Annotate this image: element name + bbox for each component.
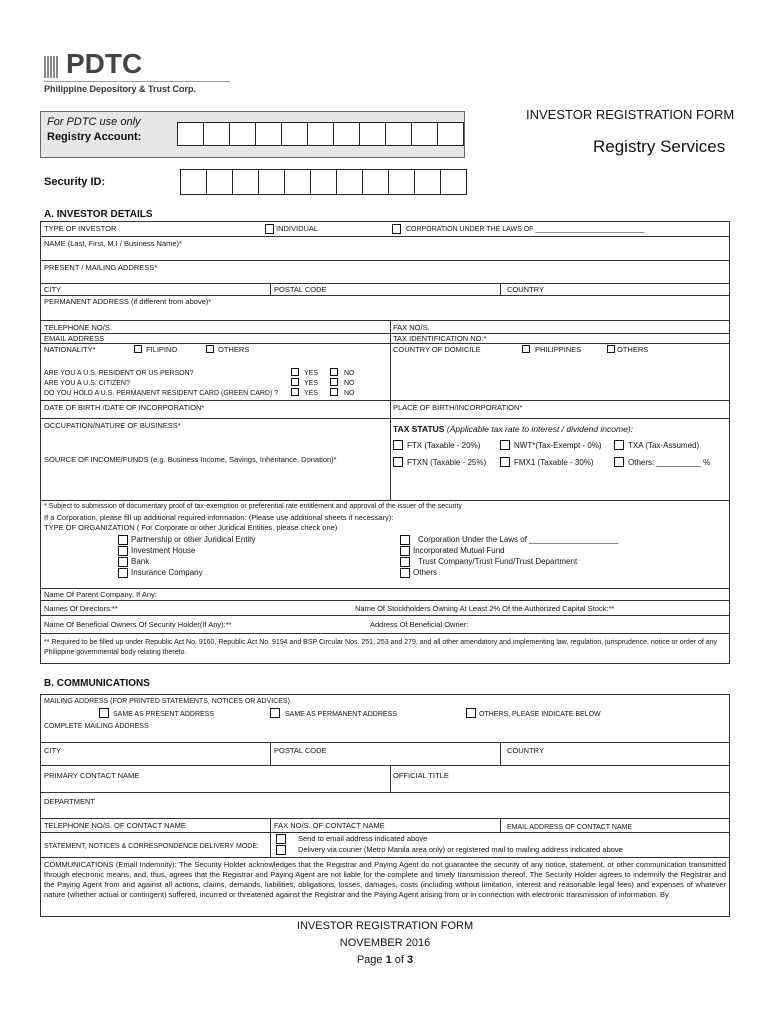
green-card-question: DO YOU HOLD A U.S. PERMANENT RESIDENT CARD (GREEN CARD) ? xyxy=(44,390,279,397)
yes-label: YES xyxy=(304,370,319,377)
pdtc-use-label: For PDTC use only xyxy=(47,116,141,128)
logo-subtitle: Philippine Depository & Trust Corp. xyxy=(44,84,197,94)
others-tax-label: Others: __________ % xyxy=(628,458,711,467)
digit-cell[interactable] xyxy=(333,122,360,146)
txa-label: TXA (Tax-Assumed) xyxy=(628,441,700,450)
page-prefix: Page xyxy=(356,954,386,966)
org-bank-label: Bank xyxy=(131,557,150,566)
corporation-note: If a Corporation, please fill up additional required information: (Please use additional sheets if necessary): xyxy=(44,513,394,522)
no-label: NO xyxy=(344,370,355,377)
ftxn-checkbox[interactable] xyxy=(393,457,403,467)
type-organization-label: TYPE OF ORGANIZATION ( For Corporate or other Juridical Entities, please check one) xyxy=(44,523,338,532)
org-insurance-checkbox[interactable] xyxy=(118,568,128,578)
tax-status-label: TAX STATUS xyxy=(393,424,445,434)
logo-pillar-icon xyxy=(44,56,58,78)
footer-date: NOVEMBER 2016 xyxy=(339,937,431,949)
no-label: NO xyxy=(344,380,355,387)
digit-cell[interactable] xyxy=(440,169,467,195)
country-label: COUNTRY xyxy=(507,285,544,294)
us-citizen-yes-checkbox[interactable] xyxy=(291,378,299,386)
same-present-label: SAME AS PRESENT ADDRESS xyxy=(113,711,215,718)
org-corporation-laws-label: Corporation Under the Laws of ____________________ xyxy=(418,535,619,544)
domicile-others-label: OTHERS xyxy=(617,345,649,354)
send-email-label: Send to email address indicated above xyxy=(298,834,428,843)
digit-cell[interactable] xyxy=(362,169,389,195)
corporation-checkbox[interactable] xyxy=(392,224,401,234)
b-country-label: COUNTRY xyxy=(507,746,544,755)
subject-note: * Subject to submission of documentary proof of tax-exemption or preferential rate entitlement and approval of the issuer of the security xyxy=(44,503,462,510)
individual-label: INDIVIDUAL xyxy=(276,224,319,233)
org-trust-company-checkbox[interactable] xyxy=(400,557,410,567)
others-indicate-label: OTHERS, PLEASE INDICATE BELOW xyxy=(479,711,601,718)
city-label: CITY xyxy=(44,285,62,294)
org-investment-house-checkbox[interactable] xyxy=(118,546,128,556)
send-email-checkbox[interactable] xyxy=(276,834,286,844)
digit-cell[interactable] xyxy=(414,169,441,195)
same-permanent-checkbox[interactable] xyxy=(270,708,280,718)
nationality-others-label: OTHERS xyxy=(218,345,250,354)
section-b-heading: B. COMMUNICATIONS xyxy=(44,678,150,689)
postal-code-label: POSTAL CODE xyxy=(274,285,327,294)
pdtc-logo xyxy=(44,48,234,98)
txa-checkbox[interactable] xyxy=(614,440,624,450)
org-partnership-checkbox[interactable] xyxy=(118,535,128,545)
tel-contact-label: TELEPHONE NO/S. OF CONTACT NAME xyxy=(44,821,186,830)
directors-label: Names Of Directors:** xyxy=(44,604,118,613)
source-funds-label: SOURCE OF INCOME/FUNDS (e.g. Business Income, Savings, Inheritance, Donation)* xyxy=(44,455,337,464)
country-domicile-label: COUNTRY OF DOMICILE xyxy=(393,345,481,354)
digit-cell[interactable] xyxy=(411,122,438,146)
parent-company-label: Name Of Parent Company, If Any: xyxy=(44,590,157,599)
philippines-label: PHILIPPINES xyxy=(535,345,582,354)
org-corporation-laws-checkbox[interactable] xyxy=(400,535,410,545)
org-others-checkbox[interactable] xyxy=(400,568,410,578)
ftx-label: FTX (Taxable - 20%) xyxy=(407,441,481,450)
complete-mailing-label: COMPLETE MAILING ADDRESS xyxy=(44,723,149,730)
b-postal-label: POSTAL CODE xyxy=(274,746,327,755)
org-insurance-label: Insurance Company xyxy=(131,568,203,577)
org-investment-house-label: Investment House xyxy=(131,546,196,555)
stockholders-label: Name Of Stockholders Owning At Least 2% Of the Authorized Capital Stock:** xyxy=(355,604,615,613)
digit-cell[interactable] xyxy=(258,169,285,195)
org-partnership-label: Partnership or other Juridical Entity xyxy=(131,535,256,544)
required-note: ** Required to be filled up under Republic Act No. 9160, Republic Act No. 9194 and BSP Circular Nos. 251, 253 and 279, and all other amendatory and implementing law, regulation, jurisprudence, notice or order of any Philippine governmental body relating thereto. xyxy=(44,639,718,656)
section-a-heading: A. INVESTOR DETAILS xyxy=(44,209,153,220)
page-total: 3 xyxy=(407,954,414,966)
digit-cell[interactable] xyxy=(284,169,311,195)
fmx1-label: FMX1 (Taxable - 30%) xyxy=(514,458,594,467)
digit-cell[interactable] xyxy=(206,169,233,195)
name-label: NAME (Last, First, M.I / Business Name)* xyxy=(44,239,182,248)
others-tax-checkbox[interactable] xyxy=(614,457,624,467)
digit-cell[interactable] xyxy=(310,169,337,195)
green-card-no-checkbox[interactable] xyxy=(330,388,338,396)
org-mutual-fund-checkbox[interactable] xyxy=(400,546,410,556)
nwt-checkbox[interactable] xyxy=(500,440,510,450)
green-card-yes-checkbox[interactable] xyxy=(291,388,299,396)
footer-form-name: INVESTOR REGISTRATION FORM xyxy=(296,920,474,932)
org-bank-checkbox[interactable] xyxy=(118,557,128,567)
fax-contact-label: FAX NO/S. OF CONTACT NAME xyxy=(274,821,385,830)
type-of-investor-label: TYPE OF INVESTOR xyxy=(44,224,117,233)
yes-label: YES xyxy=(304,390,319,397)
present-address-label: PRESENT / MAILING ADDRESS* xyxy=(44,263,158,272)
form-title: INVESTOR REGISTRATION FORM xyxy=(526,107,735,122)
digit-cell[interactable] xyxy=(203,122,230,146)
philippines-checkbox[interactable] xyxy=(522,345,530,353)
filipino-label: FILIPINO xyxy=(146,345,178,354)
others-indicate-checkbox[interactable] xyxy=(466,708,476,718)
b-city-label: CITY xyxy=(44,746,62,755)
domicile-others-checkbox[interactable] xyxy=(607,345,615,353)
occupation-label: OCCUPATION/NATURE OF BUSINESS* xyxy=(44,421,181,430)
same-permanent-label: SAME AS PERMANENT ADDRESS xyxy=(285,711,397,718)
registry-account-cells[interactable] xyxy=(177,122,465,146)
nationality-others-checkbox[interactable] xyxy=(206,345,214,353)
beneficial-owners-label: Name Of Beneficial Owners Of Security Holder(If Any):** xyxy=(44,620,232,629)
mailing-address-label: MAILING ADDRESS (FOR PRINTED STATEMENTS, NOTICES OR ADVICES) xyxy=(44,698,290,705)
courier-checkbox[interactable] xyxy=(276,845,286,855)
digit-cell[interactable] xyxy=(229,122,256,146)
digit-cell[interactable] xyxy=(177,122,204,146)
corporation-label: CORPORATION UNDER THE LAWS OF ____________________________ xyxy=(406,226,645,233)
org-mutual-fund-label: Incorporated Mutual Fund xyxy=(413,546,505,555)
contact-name-label: PRIMARY CONTACT NAME xyxy=(44,771,140,780)
registry-account-label: Registry Account: xyxy=(47,131,142,143)
delivery-mode-label: STATEMENT, NOTICES & CORRESPONDENCE DELIVERY MODE: xyxy=(44,843,259,850)
dob-label: DATE OF BIRTH /DATE OF INCORPORATION* xyxy=(44,403,205,412)
logo-name: PDTC xyxy=(66,48,143,79)
digit-cell[interactable] xyxy=(359,122,386,146)
digit-cell[interactable] xyxy=(385,122,412,146)
us-citizen-no-checkbox[interactable] xyxy=(330,378,338,386)
no-label: NO xyxy=(344,390,355,397)
pob-label: PLACE OF BIRTH/INCORPORATION* xyxy=(393,403,523,412)
ftxn-label: FTXN (Taxable - 25%) xyxy=(407,458,487,467)
security-id-cells[interactable] xyxy=(180,169,466,195)
security-id-label: Security ID: xyxy=(44,176,106,188)
fmx1-checkbox[interactable] xyxy=(500,457,510,467)
telephone-label: TELEPHONE NO/S. xyxy=(44,323,112,332)
individual-checkbox[interactable] xyxy=(265,224,274,234)
email-label: EMAIL ADDRESS xyxy=(44,334,105,343)
fax-label: FAX NO/S. xyxy=(393,323,430,332)
nationality-label: NATIONALITY* xyxy=(44,345,96,354)
email-contact-label: EMAIL ADDRESS OF CONTACT NAME xyxy=(507,824,633,831)
page-current: 1 xyxy=(385,954,392,966)
email-indemnity-text: COMMUNICATIONS (Email Indemnity): The Security Holder acknowledges that the Registrar and Paying Agent do not guarantee the security of any notice, statement, or other communication transmitted through electronic means, and, thus, agrees that the Registrar and Paying Agent are not liable for the complete and timely transmission thereof. The Security Holder agrees to indemnify the Registrar and the Paying Agent from and against all actions, claims, demands, liabilities, obligations, losses, damages, costs (including without limitation, interest and reasonable legal fees) and expenses of whatever nature (whether actual or contingent) suffered, incurred or threatened against the Registrar and the Paying Agent arising from or in connection with electronic transmission of information. By xyxy=(44,860,726,899)
filipino-checkbox[interactable] xyxy=(134,345,142,353)
digit-cell[interactable] xyxy=(232,169,259,195)
official-title-label: OFFICIAL TITLE xyxy=(393,771,449,780)
digit-cell[interactable] xyxy=(180,169,207,195)
nwt-label: NWT*(Tax-Exempt - 0%) xyxy=(514,441,602,450)
same-present-checkbox[interactable] xyxy=(99,708,109,718)
digit-cell[interactable] xyxy=(336,169,363,195)
permanent-address-label: PERMANENT ADDRESS (if different from above)* xyxy=(44,297,212,306)
digit-cell[interactable] xyxy=(307,122,334,146)
us-citizen-question: ARE YOU A U.S. CITIZEN? xyxy=(44,380,130,387)
ftx-checkbox[interactable] xyxy=(393,440,403,450)
digit-cell[interactable] xyxy=(281,122,308,146)
service-title: Registry Services xyxy=(593,137,726,156)
pdtc-use-box xyxy=(40,111,465,158)
org-others-label: Others xyxy=(413,568,438,577)
digit-cell[interactable] xyxy=(437,122,464,146)
us-resident-yes-checkbox[interactable] xyxy=(291,368,299,376)
digit-cell[interactable] xyxy=(388,169,415,195)
tax-status-note: (Applicable tax rate to interest / dividend income): xyxy=(446,424,634,434)
page-of: of xyxy=(391,954,408,966)
tax-status-heading xyxy=(393,424,633,434)
us-resident-question: ARE YOU A U.S. RESIDENT OR US PERSON? xyxy=(44,370,194,377)
beneficial-address-label: Address Of Beneficial Owner: xyxy=(370,620,469,629)
footer-page-number xyxy=(0,954,770,966)
yes-label: YES xyxy=(304,380,319,387)
us-resident-no-checkbox[interactable] xyxy=(330,368,338,376)
department-label: DEPARTMENT xyxy=(44,797,95,806)
digit-cell[interactable] xyxy=(255,122,282,146)
org-trust-company-label: Trust Company/Trust Fund/Trust Department xyxy=(418,557,578,566)
courier-label: Delivery via courier (Metro Manila area only) or registered mail to mailing address indicated above xyxy=(298,845,623,854)
tin-label: TAX IDENTIFICATION NO.* xyxy=(393,334,487,343)
